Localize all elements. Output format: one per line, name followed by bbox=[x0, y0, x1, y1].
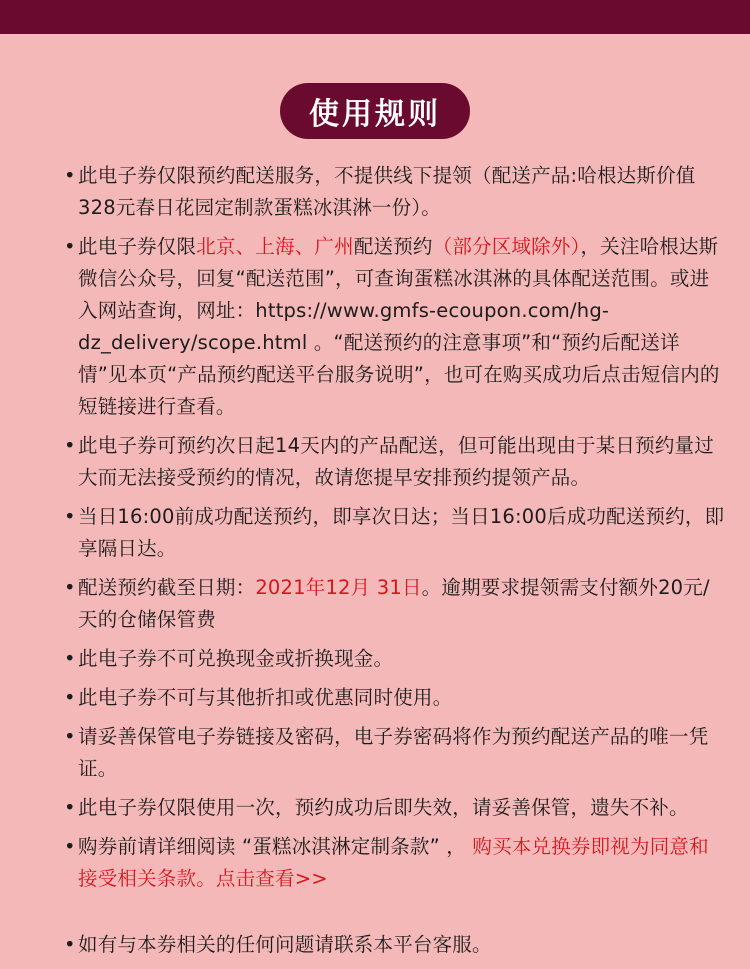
rule-item-3 bbox=[64, 430, 728, 494]
top-bar bbox=[0, 0, 750, 34]
rule-item-1 bbox=[64, 160, 728, 224]
rule-text: 此电子券不可兑换现金或折换现金。 bbox=[78, 647, 394, 670]
rule-item-11 bbox=[64, 929, 728, 961]
rule-text: 。逾期要求提领需支付额外20元/天的仓储保管费 bbox=[78, 576, 710, 631]
deadline-date: 2021年12月 31日 bbox=[255, 576, 422, 599]
rule-text: 配送预约截至日期： bbox=[78, 576, 256, 599]
rule-text: 此电子券可预约次日起14天内的产品配送，但可能出现由于某日预约量过大而无法接受预约的情况，故请您提早安排预约提领产品。 bbox=[78, 434, 714, 489]
rule-text: 购券前请详细阅读 “蛋糕冰淇淋定制条款” ， bbox=[78, 835, 473, 858]
rule-text: ，关注哈根达斯微信公众号，回复“配送范围”，可查询蛋糕冰淇淋的具体配送范围。或进入网站查询，网址：https://www.gmfs-ecoupon.com/hg-dz_delivery/scope.html 。“配送预约的注意事项”和“预约后配送详情”见本页“产品预约配送平台服务说明”，也可在购买成功后点击短信内的短链接进行查看。 bbox=[78, 235, 720, 418]
rule-text: 如有与本券相关的任何问题请联系本平台客服。 bbox=[78, 933, 492, 956]
rule-item-5 bbox=[64, 572, 728, 636]
rule-text: 当日16:00前成功配送预约，即享次日达；当日16:00后成功配送预约，即享隔日达。 bbox=[78, 505, 725, 560]
rule-item-10 bbox=[64, 831, 728, 895]
area-exclusion-note: （部分区域除外） bbox=[432, 235, 581, 258]
rules-list bbox=[64, 160, 728, 968]
rule-item-7 bbox=[64, 682, 728, 714]
rule-text: 此电子券不可与其他折扣或优惠同时使用。 bbox=[78, 686, 453, 709]
rule-item-4 bbox=[64, 501, 728, 565]
rule-item-9 bbox=[64, 792, 728, 824]
rule-item-8 bbox=[64, 721, 728, 785]
delivery-cities: 北京、上海、广州 bbox=[196, 235, 354, 258]
rule-text: 此电子券仅限预约配送服务，不提供线下提领（配送产品:哈根达斯价值328元春日花园定制款蛋糕冰淇淋一份）。 bbox=[78, 164, 696, 219]
rule-text: 此电子券仅限 bbox=[78, 235, 197, 258]
rule-item-6 bbox=[64, 643, 728, 675]
rule-item-2 bbox=[64, 231, 728, 423]
rule-text: 此电子券仅限使用一次，预约成功后即失效，请妥善保管，遗失不补。 bbox=[78, 796, 689, 819]
rule-text: 请妥善保管电子券链接及密码，电子券密码将作为预约配送产品的唯一凭证。 bbox=[78, 725, 709, 780]
page-title: 使用规则 bbox=[280, 83, 470, 139]
rule-text: 配送预约 bbox=[353, 235, 433, 258]
view-terms-link[interactable]: 购买本兑换券即视为同意和接受相关条款。点击查看>> bbox=[78, 835, 709, 890]
